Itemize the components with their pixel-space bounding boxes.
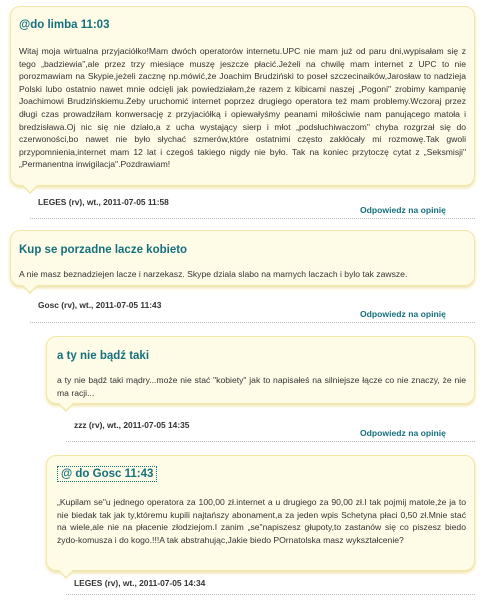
comment-bubble bbox=[46, 455, 475, 571]
reply-button[interactable]: Odpowiedz na opinię bbox=[360, 428, 446, 438]
comment-title[interactable]: @do limba 11:03 bbox=[19, 19, 110, 31]
reply-button[interactable]: Odpowiedz na opinię bbox=[360, 309, 446, 319]
bubble-tail bbox=[21, 285, 39, 294]
comment-body: a ty nie bądź taki mądry...może nie stać "kobiety" jak to napisałeś na silniejsze łącze co nie znaczy, że nie ma racji... bbox=[57, 375, 466, 398]
comment-author: LEGES (rv), wt., 2011-07-05 11:58 bbox=[38, 197, 169, 207]
comment-body: A nie masz beznadziejen lacze i narzekasz. Skype dziala slabo na marnych laczach i bylo tak zawsze. bbox=[19, 269, 408, 279]
comment-2 bbox=[10, 230, 475, 286]
comment-bubble bbox=[10, 6, 475, 186]
comment-author: LEGES (rv), wt., 2011-07-05 14:34 bbox=[74, 578, 206, 588]
comment-title[interactable]: @ do Gosc 11:43 bbox=[57, 466, 157, 482]
bubble-tail bbox=[21, 185, 39, 194]
bubble-tail bbox=[57, 570, 75, 579]
comment-title[interactable]: a ty nie bądź taki bbox=[57, 350, 150, 362]
comment-author: Gosc (rv), wt., 2011-07-05 11:43 bbox=[38, 300, 162, 310]
comment-author: zzz (rv), wt., 2011-07-05 14:35 bbox=[74, 420, 190, 430]
separator bbox=[30, 322, 475, 323]
separator bbox=[30, 218, 475, 219]
comment-3 bbox=[46, 336, 475, 404]
comment-bubble bbox=[10, 230, 475, 286]
comment-title[interactable]: Kup se porzadne lacze kobieto bbox=[19, 244, 188, 256]
comment-bubble bbox=[46, 336, 475, 404]
comment-body: Witaj moja wirtualna przyjaciółko!Mam dwóch operatorów internetu.UPC nie mam już od paru dni,wypisałam się z tego „badziewia",ale przez trzy miesiące muszę jeszcze płacić.Jeżeli na chwilę mam internet z UPC to nie porozmawiam na Skypie,jeżeli zacznę np.mówić,że Joachim Brudziński to poseł szczecinaików,Jarosław to nadzieja Polski lubo ostatnio nawet mnie odcięli jak powiedziałam,że razem z kibicami naszej „Pogoni" zrobimy kampanię Joachimowi Brudzińskiemu.Żeby uruchomić internet poprzez drugiego operatora też mam problemy.Wczoraj przez długi czas prowadziłam konwersację z przyjaciółką i opiewałyśmy peanami miłościwie nam panującego matoła i bredzisława.Oj nic się nie działo,a z ucha wystający sierp i młot „podsłuchiwaczom" chyba rozgrzał się do czerwoności,bo nawet nie było słychać szmerów,które ostatnimi często zakłócały mi rozmowę.Tak gwoli przypomnienia,internet mam 12 lat i czegoś takiego nigdy nie było. Tak na koniec przytoczę cytat z „Seksmisji" „Permanentna inwigilacja".Pozdrawiam! bbox=[19, 46, 466, 170]
separator bbox=[66, 594, 475, 595]
bubble-tail bbox=[57, 403, 75, 412]
separator bbox=[66, 441, 475, 442]
comment-4 bbox=[46, 455, 475, 571]
comment-1 bbox=[10, 6, 475, 186]
comment-body: „Kupilam se"u jednego operatora za 100,00 zł.internet a u drugiego za 90,00 zł.I tak pojmij matole,że ja to nie biedak tak jak ty,któremu kupili najtańszy abonament,a za jeden wpis Schetyna płaci 0,50 zł.Mnie stać na wiele,ale nie na płacenie złodziejom.I zanim „se"napiszesz głupoty,to zastanów się co piszesz biedo żydo-komusza i do kogo.!!!A tak abstrahując,Jakie biedo POrnatolska masz wykształcenie? bbox=[57, 497, 466, 545]
reply-button[interactable]: Odpowiedz na opinię bbox=[360, 205, 446, 215]
